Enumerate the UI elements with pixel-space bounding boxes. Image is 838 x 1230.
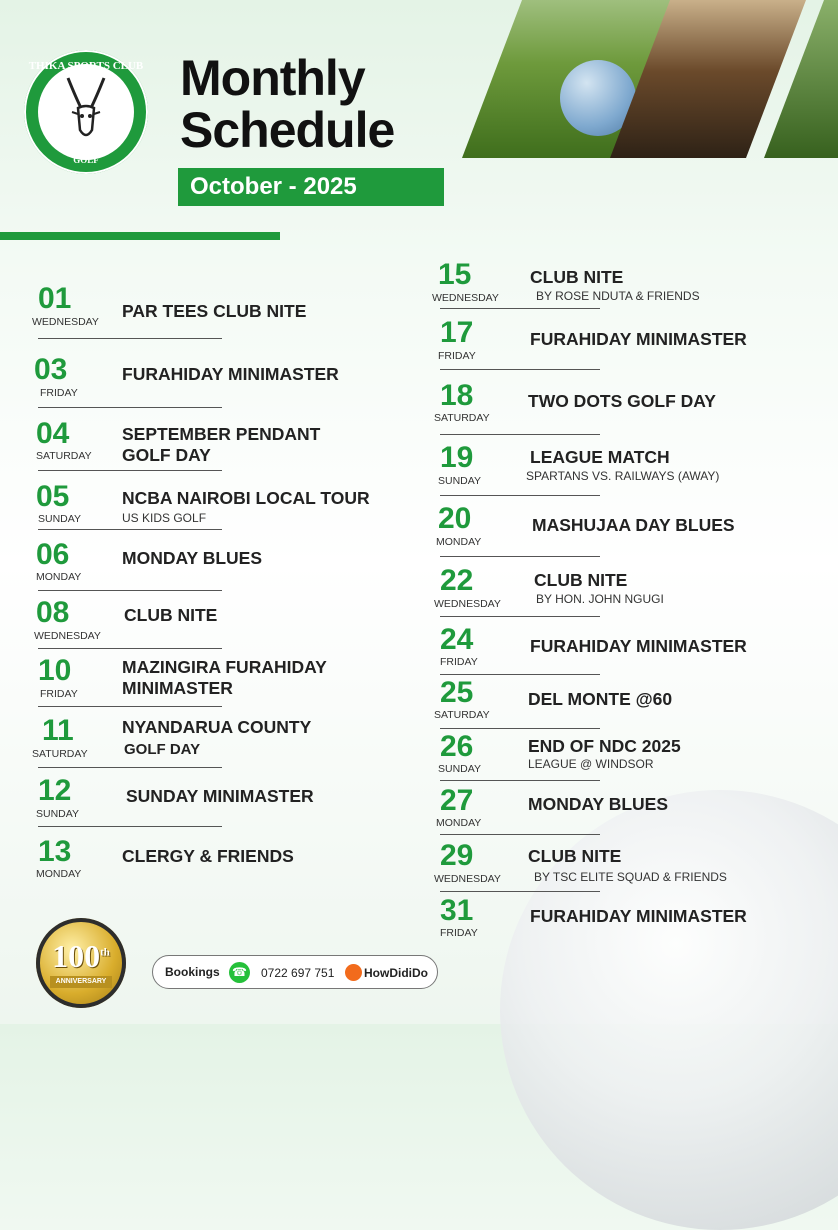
event-date: 27 (440, 784, 474, 817)
event-date: 11 (42, 714, 74, 747)
event-weekday: WEDNESDAY (32, 316, 99, 328)
badge-label: ANNIVERSARY (50, 976, 112, 988)
event-weekday: SUNDAY (438, 763, 481, 775)
event-name-line-2: MINIMASTER (122, 678, 233, 698)
event-name: NCBA NAIROBI LOCAL TOUR (122, 488, 370, 508)
divider (38, 470, 222, 471)
event-name: CLUB NITE (534, 570, 628, 590)
event-date: 05 (36, 480, 70, 513)
event-weekday: SUNDAY (438, 475, 481, 487)
event-name: SEPTEMBER PENDANT (122, 424, 321, 444)
event-date: 20 (438, 502, 472, 535)
divider (38, 648, 222, 649)
event-date: 08 (36, 596, 70, 629)
event-name: CLUB NITE (530, 267, 624, 287)
event-weekday: MONDAY (36, 868, 82, 880)
event-name: END OF NDC 2025 (528, 736, 681, 756)
event-name: MAZINGIRA FURAHIDAY (122, 657, 327, 677)
event-name: NYANDARUA COUNTY (122, 717, 312, 737)
event-weekday: WEDNESDAY (34, 630, 101, 642)
divider (38, 338, 222, 339)
event-name: CLUB NITE (124, 605, 218, 625)
event-weekday: MONDAY (436, 817, 482, 829)
logo-center (38, 64, 134, 160)
booking-phone[interactable]: 0722 697 751 (261, 966, 335, 980)
event-name: MONDAY BLUES (122, 548, 263, 568)
divider (38, 590, 222, 591)
event-date: 31 (440, 894, 474, 927)
event-name: MASHUJAA DAY BLUES (532, 515, 735, 535)
event-subtitle: GOLF DAY (124, 741, 201, 758)
howdidido-link[interactable]: HowDidiDo (364, 966, 428, 980)
event-date: 04 (36, 417, 70, 450)
badge-number: 100th (52, 938, 110, 974)
event-name: DEL MONTE @60 (528, 689, 673, 709)
divider (38, 407, 222, 408)
event-weekday: WEDNESDAY (434, 873, 501, 885)
divider (440, 369, 600, 370)
event-name: FURAHIDAY MINIMASTER (530, 636, 747, 656)
divider (440, 834, 600, 835)
event-name: CLERGY & FRIENDS (122, 846, 294, 866)
event-date: 10 (38, 654, 72, 687)
event-name: CLUB NITE (528, 846, 622, 866)
page-title (180, 52, 394, 156)
logo-top-text: THIKA SPORTS CLUB (28, 60, 144, 72)
event-weekday: MONDAY (436, 536, 482, 548)
divider (440, 674, 600, 675)
bookings-label: Bookings (165, 965, 220, 979)
divider (440, 728, 600, 729)
header-divider (0, 232, 280, 240)
antelope-icon (38, 64, 134, 160)
event-weekday: FRIDAY (40, 688, 78, 700)
event-weekday: SUNDAY (38, 513, 81, 525)
divider (440, 308, 600, 309)
event-name: FURAHIDAY MINIMASTER (530, 906, 747, 926)
event-date: 26 (440, 730, 474, 763)
event-weekday: FRIDAY (440, 927, 478, 939)
event-date: 06 (36, 538, 70, 571)
event-weekday: SATURDAY (434, 709, 490, 721)
month-banner: October - 2025 (178, 168, 444, 206)
event-date: 25 (440, 676, 474, 709)
event-subtitle: BY ROSE NDUTA & FRIENDS (536, 289, 700, 303)
divider (38, 767, 222, 768)
bookings-bar[interactable] (152, 955, 438, 989)
event-date: 12 (38, 774, 72, 807)
event-date: 17 (440, 316, 474, 349)
divider (38, 826, 222, 827)
event-name-line-2: GOLF DAY (122, 445, 211, 465)
event-date: 29 (440, 839, 474, 872)
event-subtitle: BY TSC ELITE SQUAD & FRIENDS (534, 870, 727, 884)
event-subtitle: US KIDS GOLF (122, 511, 207, 525)
event-subtitle: LEAGUE @ WINDSOR (528, 757, 654, 771)
event-weekday: MONDAY (36, 571, 82, 583)
event-date: 24 (440, 623, 474, 656)
event-name: MONDAY BLUES (528, 794, 669, 814)
event-weekday: SATURDAY (36, 450, 92, 462)
divider (440, 495, 600, 496)
divider (38, 706, 222, 707)
event-name: LEAGUE MATCH (530, 447, 670, 467)
event-date: 22 (440, 564, 474, 597)
event-name: FURAHIDAY MINIMASTER (122, 364, 339, 384)
event-date: 03 (34, 353, 68, 386)
event-name: PAR TEES CLUB NITE (122, 301, 307, 321)
club-logo (24, 50, 148, 174)
divider (440, 780, 600, 781)
phone-icon: ☎ (229, 962, 250, 983)
event-weekday: SATURDAY (32, 748, 88, 760)
divider (440, 556, 600, 557)
event-date: 13 (38, 835, 72, 868)
anniversary-badge (36, 918, 126, 1008)
title-line-2: Schedule (180, 102, 395, 158)
event-weekday: FRIDAY (440, 656, 478, 668)
title-line-1: Monthly (180, 50, 365, 106)
howdidido-icon (345, 964, 362, 981)
event-subtitle: SPARTANS VS. RAILWAYS (AWAY) (526, 469, 720, 483)
divider (38, 529, 222, 530)
event-date: 15 (438, 258, 472, 291)
event-name: SUNDAY MINIMASTER (126, 786, 314, 806)
event-date: 18 (440, 379, 474, 412)
logo-bottom-text: GOLF (73, 155, 99, 165)
event-date: 19 (440, 441, 474, 474)
event-weekday: WEDNESDAY (434, 598, 501, 610)
divider (440, 434, 600, 435)
event-name: TWO DOTS GOLF DAY (528, 391, 716, 411)
event-name: FURAHIDAY MINIMASTER (530, 329, 747, 349)
event-weekday: SUNDAY (36, 808, 79, 820)
event-date: 01 (38, 282, 72, 315)
event-weekday: FRIDAY (438, 350, 476, 362)
divider (440, 891, 600, 892)
event-weekday: SATURDAY (434, 412, 490, 424)
event-weekday: WEDNESDAY (432, 292, 499, 304)
event-weekday: FRIDAY (40, 387, 78, 399)
divider (440, 616, 600, 617)
event-subtitle: BY HON. JOHN NGUGI (536, 592, 664, 606)
